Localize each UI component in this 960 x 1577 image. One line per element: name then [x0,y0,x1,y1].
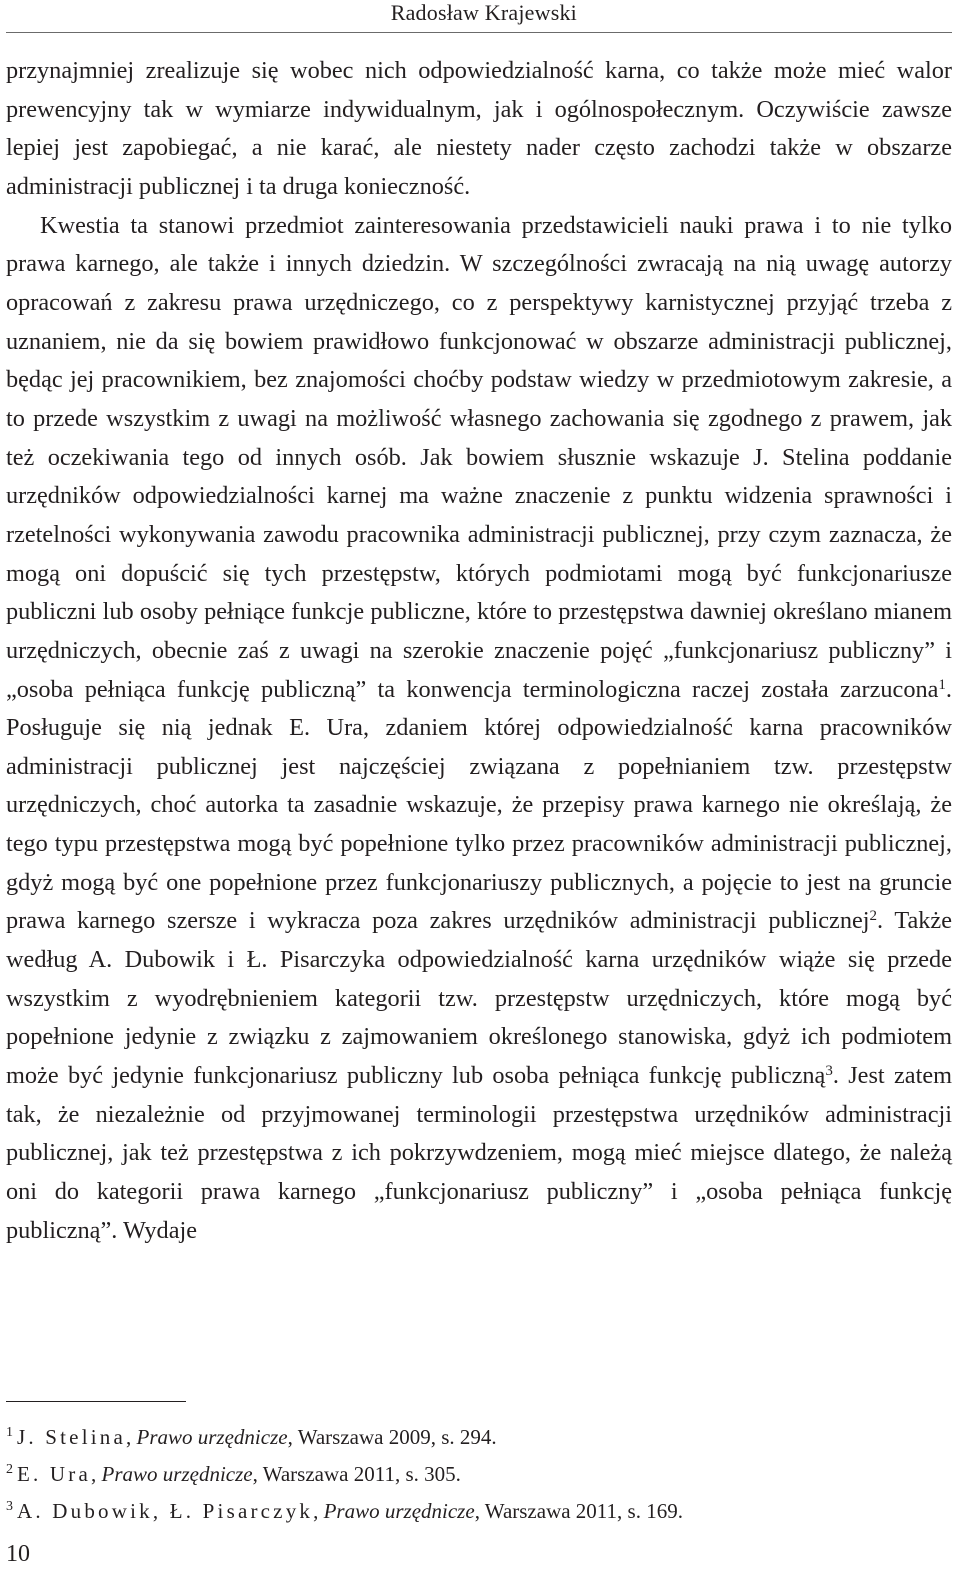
page-number: 10 [6,1541,30,1567]
footnote-author: J. Stelina [17,1425,126,1449]
footnote-title: Prawo urzędnicze [101,1462,253,1486]
footnote-ref-2[interactable]: 2 [869,908,878,925]
paragraph-2-part-4: . Jest zatem tak, że niezależnie od przyjmowanej terminologii przestępstwa urzędników administracji publicznej, jak też przestępstwa z ich pokrzywdzeniem, mogą mieć miejsce dlatego, że należą oni do kategorii prawa karnego „funkcjonariusz publiczny” i „osoba pełniąca funkcję publiczną”. Wydaje [6,1062,953,1244]
footnote-title: Prawo urzędnicze [323,1499,475,1523]
footnote-ref-3[interactable]: 3 [825,1063,833,1080]
footnote-3: $^3$ A. Dubowik, Ł. Pisarczyk, Prawo urzędnicze, Warszawa 2011, s. 169. [6,1499,683,1523]
body-text [6,52,952,1250]
paragraph-2-part-2: . Posługuje się nią jednak E. Ura, zdaniem której odpowiedzialność karna pracowników administracji publicznej jest najczęściej związana z popełnianiem tzw. przestępstw urzędniczych, choć autorka ta zasadnie wskazuje, że przepisy prawa karnego nie określają, że tego typu przestępstwa mogą być popełnione tylko przez pracowników administracji publicznej, gdyż mogą być one popełnione przez funkcjonariuszy publicznych, a pojęcie to jest na gruncie prawa karnego szersze i wykracza poza zakres urzędników administracji publicznej [6,675,952,935]
footnote-number: 2 [6,1462,13,1477]
footnote-rule [6,1401,186,1402]
footnote-ref-1[interactable]: 1 [938,676,946,693]
paragraph-1: przynajmniej zrealizuje się wobec nich odpowiedzialność karna, co także może mieć walor prewencyjny tak w wymiarze indywidualnym, jak i ogólnospołecznym. Oczywiście zawsze lepiej jest zapobiegać, a nie karać, ale niestety nader często zachodzi także w obszarze administracji publicznej i ta druga konieczność. [6,57,952,200]
paragraph-2 [6,207,952,1251]
footnote-author: A. Dubowik, Ł. Pisarczyk [17,1499,314,1523]
footnote-details: , Warszawa 2011, s. 305. [252,1462,461,1486]
footnote-details: , Warszawa 2011, s. 169. [474,1499,683,1523]
footnote-2: $^2$ E. Ura, Prawo urzędnicze, Warszawa 2011, s. 305. [6,1462,461,1486]
header-rule [6,32,952,33]
paragraph-2-part-3: . Także według A. Dubowik i Ł. Pisarczyka odpowiedzialność karna urzędników wiąże się przede wszystkim z wyodrębnieniem kategorii tzw. przestępstw urzędniczych, które mogą być popełnione jedynie z związku z zajmowaniem określonego stanowiska, gdyż ich podmiotem może być jedynie funkcjonariusz publiczny lub osoba pełniąca funkcję publiczną [6,907,952,1090]
footnotes [6,1419,952,1530]
footnote-number: 1 [6,1425,13,1440]
footnote-author: E. Ura [17,1462,92,1486]
running-head: Radosław Krajewski [390,0,577,25]
footnote-title: Prawo urzędnicze [136,1425,288,1449]
footnote-details: , Warszawa 2009, s. 294. [287,1425,497,1449]
footnote-number: 3 [6,1499,13,1514]
footnote-1: $^1$ J. Stelina, Prawo urzędnicze, Warszawa 2009, s. 294. [6,1425,497,1449]
paragraph-2-part-1: Kwestia ta stanowi przedmiot zainteresowania przedstawicieli nauki prawa i to nie tylko prawa karnego, ale także i innych dziedzin. W szczególności zwracają na nią uwagę autorzy opracowań z zakresu prawa urzędniczego, co z perspektywy karnistycznej przyjąć trzeba z uznaniem, nie da się bowiem prawidłowo funkcjonować w obszarze administracji publicznej, będąc jej pracownikiem, bez znajomości choćby podstaw wiedzy w przedmiotowym zakresie, a to przede wszystkim z uwagi na możliwość własnego zachowania się zgodnego z prawem, jak też oczekiwania tego od innych osób. Jak bowiem słusznie wskazuje J. Stelina poddanie urzędników odpowiedzialności karnej ma ważne znaczenie z punktu widzenia sprawności i rzetelności wykonywania zawodu pracownika administracji publicznej, przy czym zaznacza, że mogą oni dopuścić się tych przestępstw, których podmiotami mogą być funkcjonariusze publiczni lub osoby pełniące funkcje publiczne, które to przestępstwa dawniej określano mianem urzędniczych, obecnie zaś z uwagi na szerokie znaczenie pojęć „funkcjonariusz publiczny” i „osoba pełniąca funkcję publiczną” ta konwencja terminologiczna raczej została zarzucona [6,211,952,703]
